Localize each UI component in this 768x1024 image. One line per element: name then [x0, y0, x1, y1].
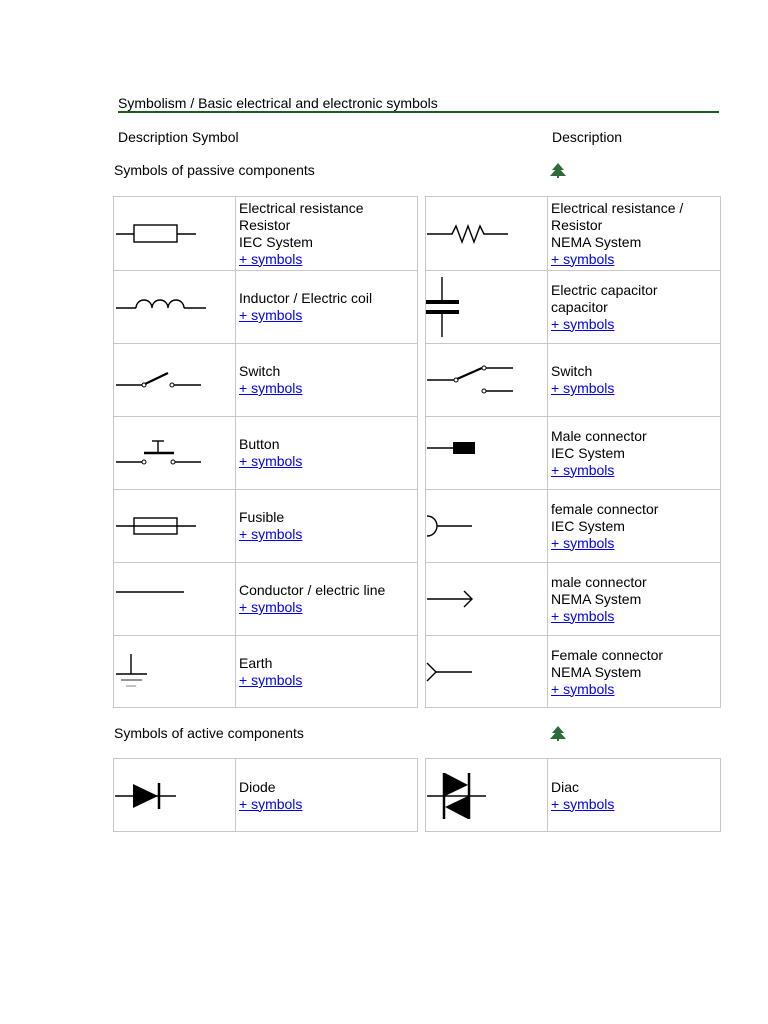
table-row: [114, 416, 417, 489]
table-row: [114, 197, 417, 270]
fuse-icon: [114, 490, 236, 563]
desc-line: NEMA System: [551, 590, 642, 607]
female-connector-iec-icon: [426, 490, 548, 563]
desc-line: Male connector: [551, 427, 647, 444]
more-symbols-link[interactable]: + symbols: [551, 461, 615, 478]
more-symbols-link[interactable]: + symbols: [239, 453, 303, 469]
more-symbols-link[interactable]: + symbols: [551, 534, 615, 551]
page-title: Symbolism / Basic electrical and electronic symbols: [118, 95, 438, 111]
table-row: [426, 759, 720, 832]
desc-line: NEMA System: [551, 233, 642, 250]
resistor-nema-icon: [426, 197, 548, 270]
column-header-right: Description: [552, 129, 623, 145]
male-connector-iec-icon: [426, 417, 548, 490]
desc-line: IEC System: [239, 233, 313, 250]
female-connector-nema-icon: [426, 636, 548, 709]
push-button-icon: [114, 417, 236, 490]
conductor-line-icon: [114, 563, 236, 636]
back-to-top-icon[interactable]: [549, 162, 567, 178]
desc-line: Switch: [551, 363, 593, 379]
desc-line: Inductor / Electric coil: [239, 290, 373, 306]
active-left-table: [113, 758, 418, 832]
table-row: [426, 270, 720, 343]
desc-line: Fusible: [239, 509, 285, 525]
more-symbols-link[interactable]: + symbols: [239, 380, 303, 396]
desc-line: Electrical resistance: [239, 199, 364, 216]
diode-icon: [114, 759, 236, 832]
inductor-coil-icon: [114, 271, 236, 344]
active-right-table: [425, 758, 721, 832]
desc-line: IEC System: [551, 517, 625, 534]
switch-icon: [114, 344, 236, 417]
earth-ground-icon: [114, 636, 236, 709]
more-symbols-link[interactable]: + symbols: [239, 599, 303, 615]
table-row: [114, 489, 417, 562]
desc-line: Diode: [239, 778, 276, 795]
table-row: [426, 562, 720, 635]
desc-line: Resistor: [551, 216, 603, 233]
desc-line: NEMA System: [551, 663, 642, 680]
changeover-switch-icon: [426, 344, 548, 417]
table-row: [426, 197, 720, 270]
table-row: [426, 635, 720, 708]
more-symbols-link[interactable]: + symbols: [239, 526, 303, 542]
capacitor-icon: [426, 271, 548, 344]
more-symbols-link[interactable]: + symbols: [551, 680, 615, 697]
desc-line: Button: [239, 436, 280, 452]
male-connector-nema-icon: [426, 563, 548, 636]
table-row: [114, 759, 417, 832]
desc-line: Earth: [239, 655, 273, 671]
more-symbols-link[interactable]: + symbols: [551, 380, 615, 396]
column-header-left: Description Symbol: [118, 129, 239, 145]
desc-line: IEC System: [551, 444, 625, 461]
back-to-top-icon[interactable]: [549, 725, 567, 741]
active-section-heading: Symbols of active components: [114, 725, 304, 741]
more-symbols-link[interactable]: + symbols: [239, 307, 303, 323]
more-symbols-link[interactable]: + symbols: [239, 795, 303, 812]
desc-line: Resistor: [239, 216, 291, 233]
table-row: [426, 489, 720, 562]
desc-line: Conductor / electric line: [239, 582, 386, 598]
desc-line: Female connector: [551, 646, 664, 663]
desc-line: capacitor: [551, 298, 608, 315]
desc-line: Electrical resistance /: [551, 199, 684, 216]
table-row: [114, 635, 417, 708]
diac-icon: [426, 759, 548, 832]
desc-line: Diac: [551, 778, 580, 795]
more-symbols-link[interactable]: + symbols: [551, 607, 615, 624]
table-row: [114, 343, 417, 416]
table-row: [114, 270, 417, 343]
table-row: [114, 562, 417, 635]
more-symbols-link[interactable]: + symbols: [551, 315, 615, 332]
desc-line: Switch: [239, 363, 281, 379]
more-symbols-link[interactable]: + symbols: [551, 795, 615, 812]
more-symbols-link[interactable]: + symbols: [551, 250, 615, 267]
desc-line: male connector: [551, 573, 647, 590]
desc-line: female connector: [551, 500, 659, 517]
passive-right-table: [425, 196, 721, 708]
title-divider: [118, 111, 719, 113]
passive-section-heading: Symbols of passive components: [114, 162, 315, 178]
more-symbols-link[interactable]: + symbols: [239, 672, 303, 688]
table-row: [426, 343, 720, 416]
table-row: [426, 416, 720, 489]
desc-line: Electric capacitor: [551, 281, 658, 298]
resistor-iec-icon: [114, 197, 236, 270]
more-symbols-link[interactable]: + symbols: [239, 250, 303, 267]
passive-left-table: [113, 196, 418, 708]
